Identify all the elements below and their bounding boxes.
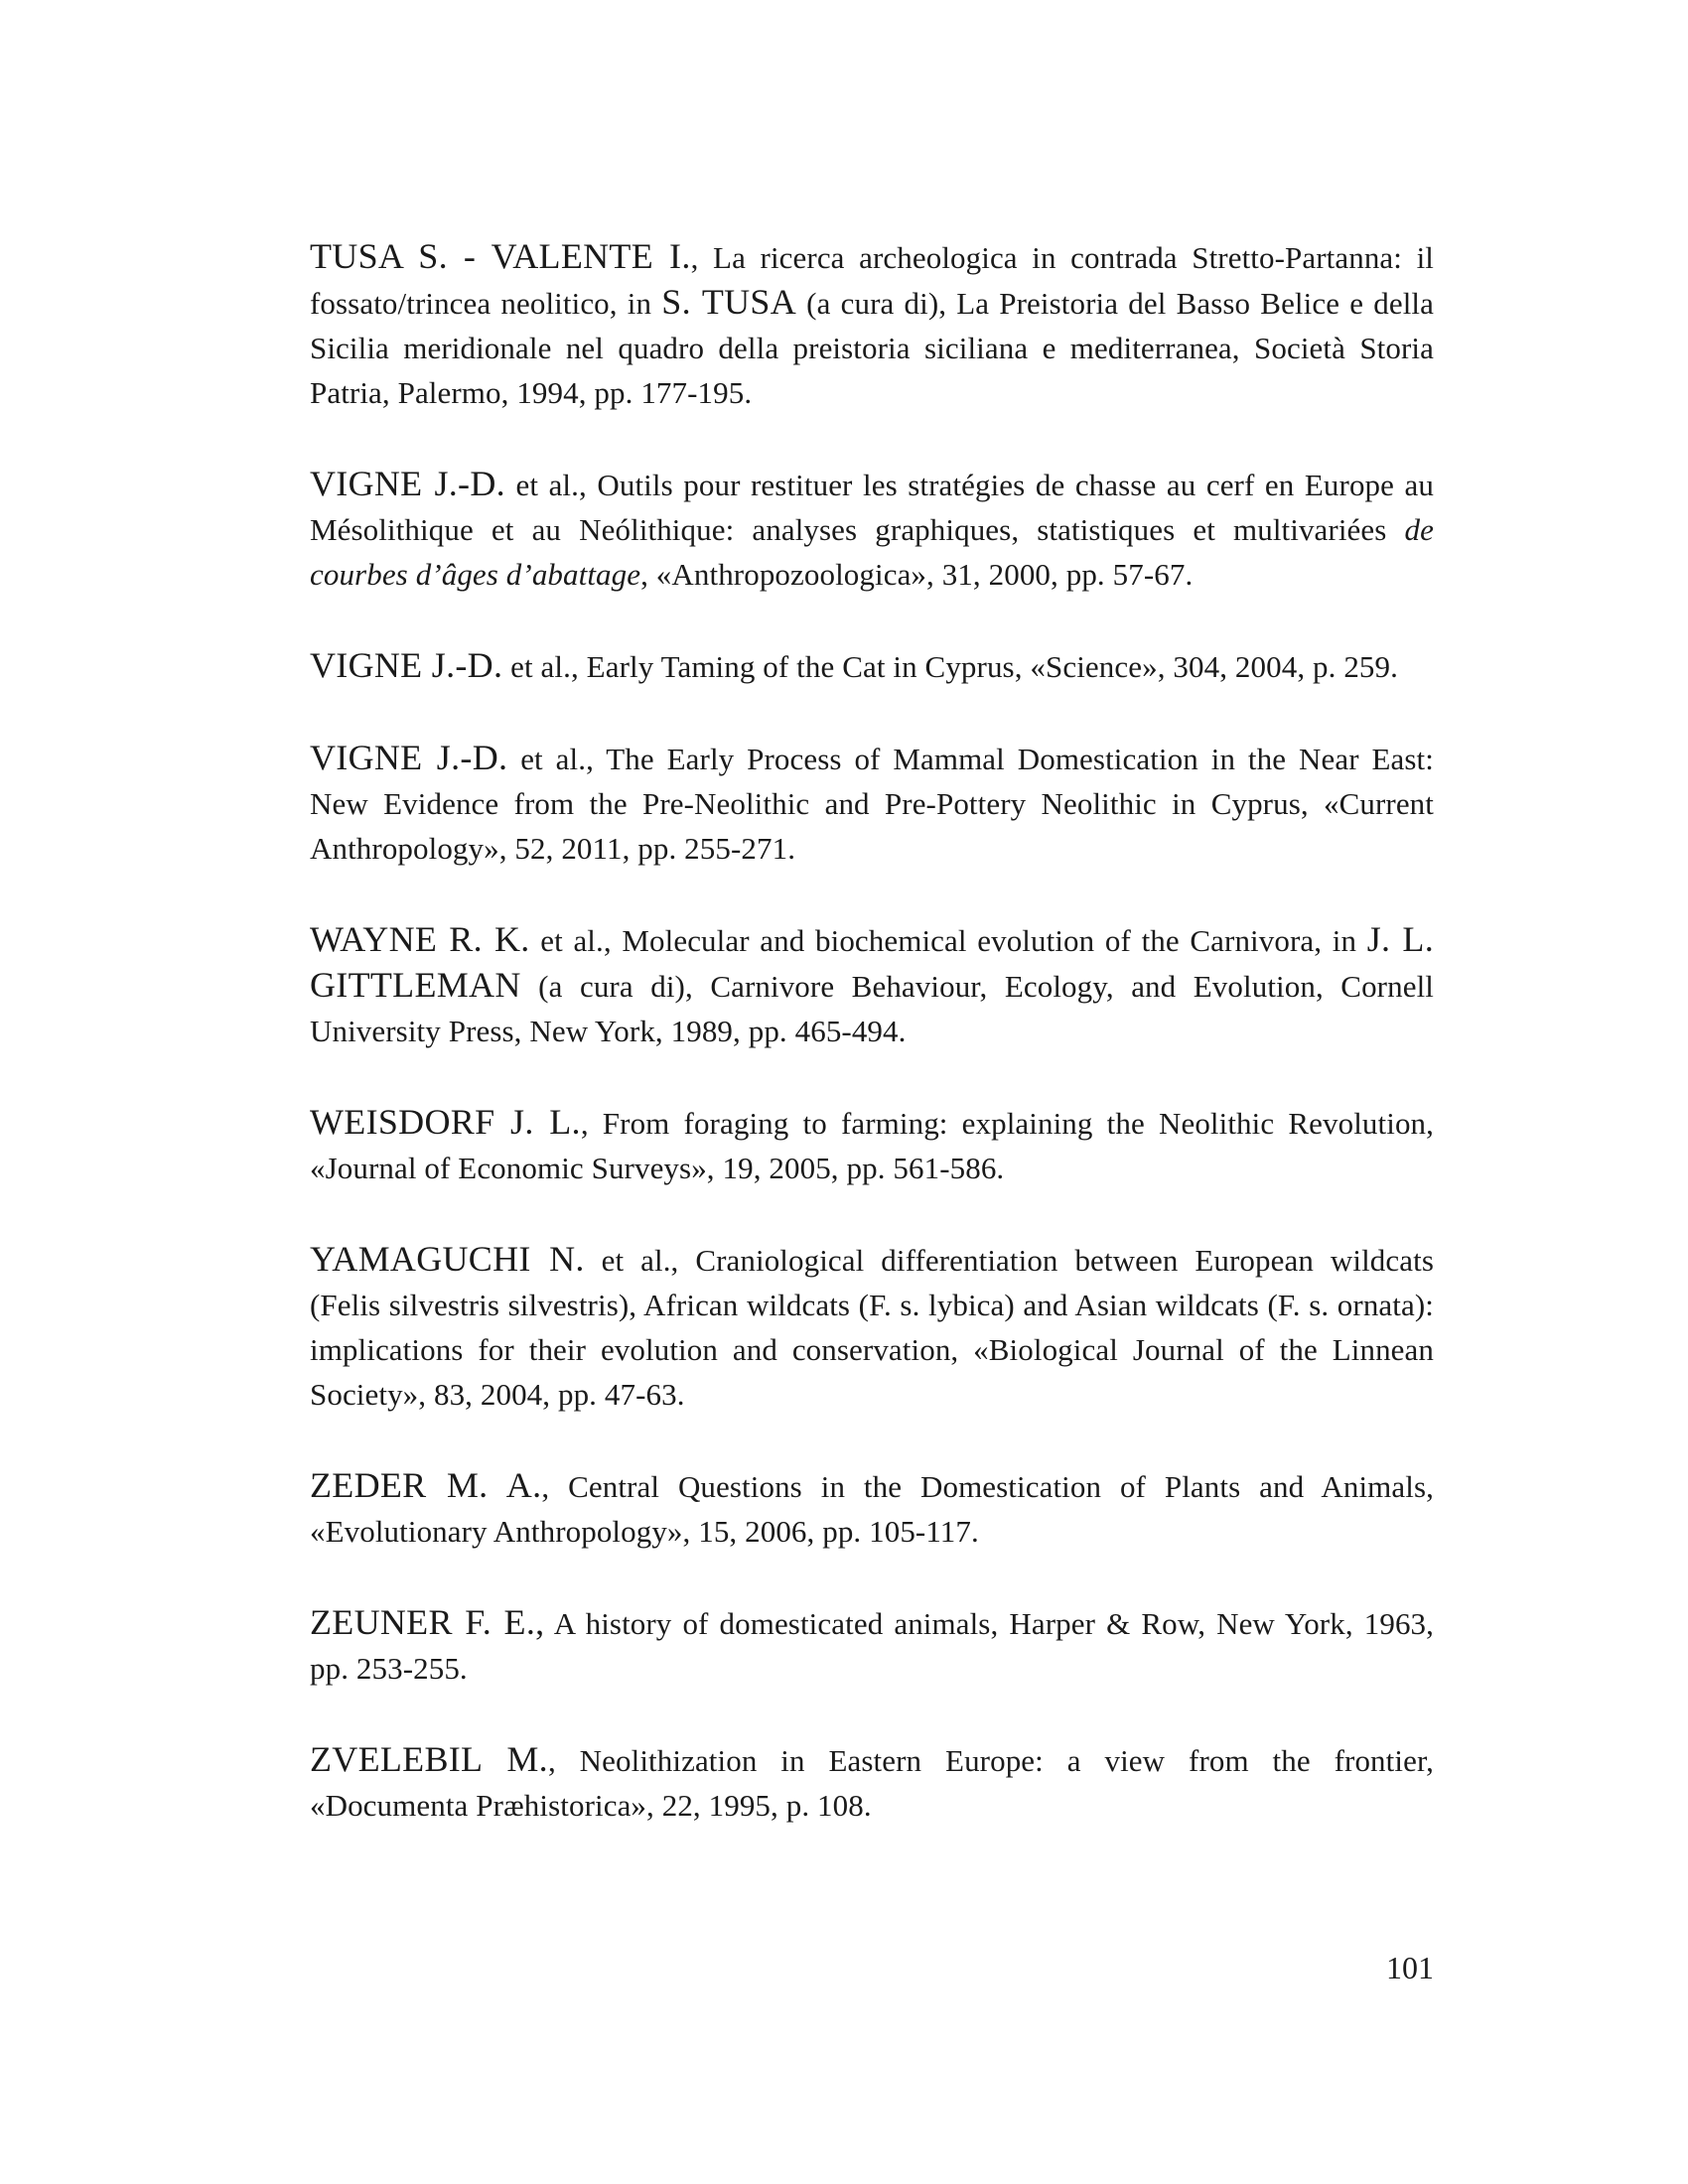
entry-text: , Neolithization in Eastern Europe: a view from the frontier, «Documenta Præhistorica», 22, 1995, p. 108.: [310, 1743, 1434, 1823]
page-number: 101: [1386, 1950, 1434, 1985]
bibliography-entry: [310, 1737, 1434, 1828]
entry-author: VIGNE J.-D.: [310, 738, 508, 777]
entry-italic-text: de courbes d’âges d’abattage: [310, 512, 1434, 592]
bibliography-list: [310, 234, 1434, 1874]
bibliography-entry: [310, 1100, 1434, 1190]
entry-author: VIGNE J.-D.: [310, 645, 503, 685]
entry-editor: S. TUSA: [661, 282, 797, 322]
entry-editor: J. L. GITTLEMAN: [310, 919, 1435, 1005]
entry-author: YAMAGUCHI N.: [310, 1239, 585, 1279]
entry-text: et al., Outils pour restituer les stratégies de chasse au cerf en Europe au Mésolithique et au Neólithique: analyses graphiques, statistiques et multivariées: [310, 468, 1434, 547]
entry-text: et al., Molecular and biochemical evolution of the Carnivora, in: [529, 923, 1367, 958]
bibliography-entry: [310, 462, 1434, 597]
bibliography-entry: [310, 234, 1434, 415]
entry-author: TUSA S. - VALENTE I.: [310, 236, 691, 276]
entry-text: et al., The Early Process of Mammal Domestication in the Near East: New Evidence from the Pre-Neolithic and Pre-Pottery Neolithic in Cyprus, «Current Anthropology», 52, 2011, pp. 255-271.: [310, 742, 1434, 866]
bibliography-entry: [310, 1600, 1434, 1691]
entry-text: , La ricerca archeologica in contrada Stretto-Partanna: il fossato/trincea neolitico, in: [310, 240, 1434, 321]
entry-author: WEISDORF J. L.: [310, 1102, 581, 1142]
bibliography-entry: [310, 1237, 1434, 1417]
entry-author: ZEDER M. A.: [310, 1465, 542, 1505]
bibliography-entry: [310, 736, 1434, 871]
entry-text-continued: (a cura di), Carnivore Behaviour, Ecology, and Evolution, Cornell University Press, New York, 1989, pp. 465-494.: [310, 969, 1434, 1048]
entry-text: et al., Early Taming of the Cat in Cyprus, «Science», 304, 2004, p. 259.: [502, 649, 1398, 684]
entry-text-continued: , «Anthropozoologica», 31, 2000, pp. 57-67.: [640, 557, 1194, 592]
entry-author: ZEUNER F. E.,: [310, 1602, 545, 1642]
entry-author: WAYNE R. K.: [310, 919, 530, 959]
entry-author: ZVELEBIL M.: [310, 1739, 548, 1779]
entry-text: , From foraging to farming: explaining the Neolithic Revolution, «Journal of Economic Surveys», 19, 2005, pp. 561-586.: [310, 1106, 1434, 1185]
entry-text-continued: (a cura di), La Preistoria del Basso Belice e della Sicilia meridionale nel quadro della preistoria siciliana e mediterranea, Società Storia Patria, Palermo, 1994, pp. 177-195.: [310, 286, 1434, 410]
entry-text: et al., Craniological differentiation between European wildcats (Felis silvestris silvestris), African wildcats (F. s. lybica) and Asian wildcats (F. s. ornata): implications for their evolution and conservation, «Biological Journal of the Linnean Society», 83, 2004, pp. 47-63.: [310, 1243, 1434, 1412]
entry-text: A history of domesticated animals, Harper & Row, New York, 1963, pp. 253-255.: [310, 1606, 1434, 1686]
bibliography-entry: [310, 643, 1434, 689]
entry-text: , Central Questions in the Domestication of Plants and Animals, «Evolutionary Anthropology», 15, 2006, pp. 105-117.: [310, 1469, 1434, 1549]
entry-author: VIGNE J.-D.: [310, 464, 505, 503]
bibliography-entry: [310, 1463, 1434, 1554]
bibliography-entry: [310, 917, 1434, 1053]
